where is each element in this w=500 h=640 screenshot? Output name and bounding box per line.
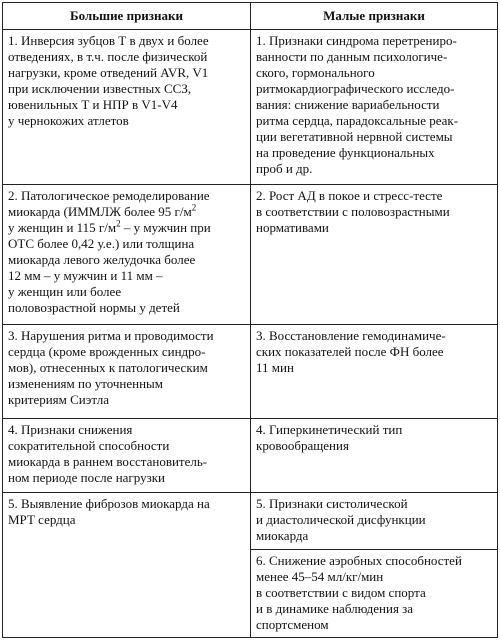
header-major: Большие признаки: [3, 3, 251, 30]
minor-text: 6. Снижение аэробных способностей менее 45–54 мл/кг/мин в соответствии с видом спорта и в динамике наблюдения за спортсменом: [256, 553, 462, 633]
superscript: 2: [116, 218, 121, 229]
major-text: 4. Признаки снижения сократительной способности миокарда в раннем восстановитель- ном периоде после нагрузки: [8, 421, 208, 485]
minor-cell: [251, 185, 498, 325]
minor-cell: [251, 550, 498, 638]
minor-text: 3. Восстановление гемодинамиче- ских показателей после ФН более 11 мин: [256, 327, 446, 375]
minor-cell: [251, 418, 498, 492]
minor-cell: [251, 324, 498, 418]
minor-text: 5. Признаки систолической и диастолической дисфункции миокарда: [256, 496, 426, 544]
header-minor: Малые признаки: [251, 3, 498, 30]
major-text: 5. Выявление фиброзов миокарда на МРТ сердца: [8, 496, 210, 528]
major-text: 1. Инверсия зубцов Т в двух и более отведениях, в т.ч. после физической нагрузки, кроме отведений AVR, V1 при исключении известных ССЗ, ювенильных Т и НПР в V1-V4 у чернокожих атлетов: [8, 33, 209, 128]
minor-cell: [251, 493, 498, 550]
major-cell: [3, 493, 251, 638]
major-cell: [3, 185, 251, 325]
major-cell: [3, 418, 251, 492]
minor-text: 4. Гиперкинетический тип кровообращения: [256, 421, 403, 453]
major-text-part: у женщин и 115 г/м: [8, 220, 117, 236]
table-row: [3, 30, 498, 185]
table-row: [3, 324, 498, 418]
minor-cell: [251, 30, 498, 185]
major-text-part: 2. Патологическое ремоделирование миокарда (ИММЛЖ более 95 г/м: [8, 188, 210, 220]
minor-text: 1. Признаки синдрома перетрениро- ванности по данным психологиче- ского, гормонального ритмокардиографического исследо- вания: снижение вариабельности ритма сердца, парадоксальные реак- ции вегетативной нервной системы на проведение функциональных проб и др.: [256, 33, 459, 176]
criteria-table: [2, 2, 498, 638]
table-row: [3, 185, 498, 325]
major-text: 3. Нарушения ритма и проводимости сердца (кроме врожденных синдро- мов), отнесенных к патологическим изменениям по уточненным критериям Сиэтла: [8, 327, 214, 407]
header-row: [3, 3, 498, 30]
minor-text: 2. Рост АД в покое и стресс-тесте в соответствии с половозрастными нормативами: [256, 188, 450, 236]
major-cell: [3, 30, 251, 185]
major-text-part: – у мужчин при ОТС более 0,42 у.е.) или толщина миокарда левого желудочка более 12 мм – у мужчин и 11 мм – у женщин или более половозрастной нормы у детей: [8, 220, 211, 316]
table-row: [3, 493, 498, 550]
major-cell: [3, 324, 251, 418]
superscript: 2: [191, 202, 197, 213]
major-text: [8, 188, 245, 316]
table-row: [3, 418, 498, 492]
